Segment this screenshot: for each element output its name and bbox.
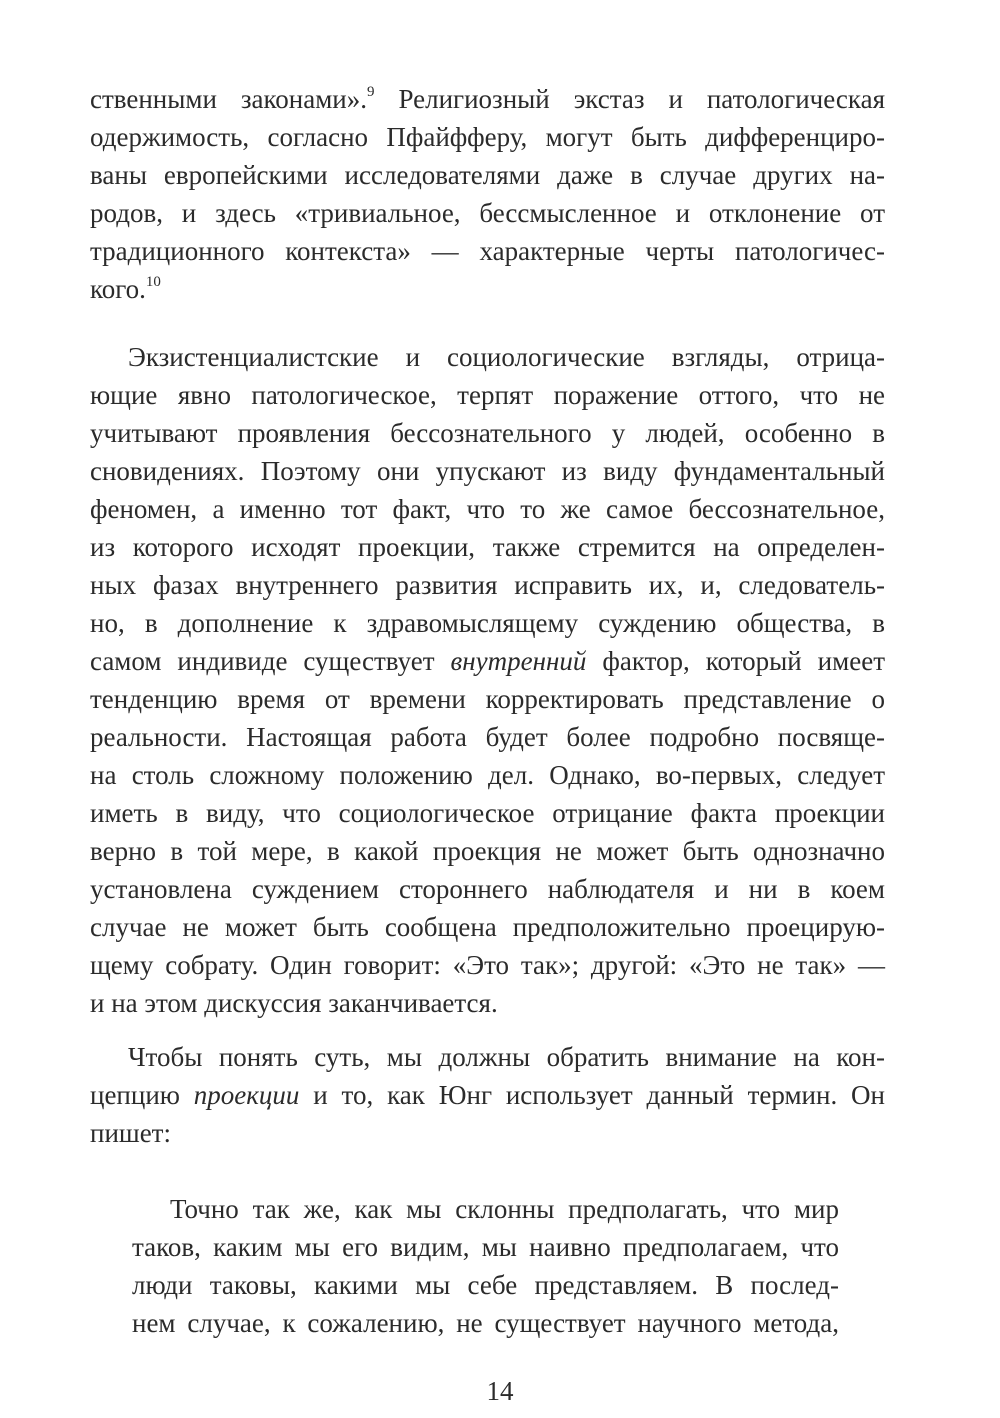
text-line: пишет: — [90, 1118, 171, 1148]
text-line: случае не может быть сообщена предположительно проецирую- — [90, 912, 885, 942]
text-line: Чтобы понять суть, мы должны обратить внимание на кон- — [128, 1042, 885, 1072]
text-line: учитывают проявления бессознательного у людей, особенно в — [90, 418, 885, 448]
page-number: 14 — [486, 1376, 514, 1406]
emphasis: проекции — [193, 1080, 300, 1110]
text-line: ственными законами».$^9$ Религиозный экстаз и патологическая — [90, 84, 885, 114]
quote-line: таков, каким мы его видим, мы наивно предполагаем, что — [132, 1232, 839, 1262]
text-line: тенденцию время от времени корректировать представление о — [90, 684, 885, 714]
text-line: но, в дополнение к здравомыслящему суждению общества, в — [90, 608, 885, 638]
text-line: верно в той мере, в какой проекция не может быть однозначно — [90, 836, 885, 866]
text-line: Экзистенциалистские и социологические взгляды, отрица- — [128, 342, 885, 372]
text-line: ющие явно патологическое, терпят поражение оттого, что не — [90, 380, 885, 410]
quote-line: люди таковы, какими мы себе представляем. В послед- — [132, 1270, 839, 1300]
text-line: на столь сложному положению дел. Однако, во-первых, следует — [90, 760, 885, 790]
text-line: и на этом дискуссия заканчивается. — [90, 988, 498, 1018]
text-line: родов, и здесь «тривиальное, бессмысленное и отклонение от — [90, 198, 885, 228]
text-line: традиционного контекста» — характерные черты патологичес- — [90, 236, 885, 266]
text-line: сновидениях. Поэтому они упускают из виду фундаментальный — [90, 456, 885, 486]
quote-line: Точно так же, как мы склонны предполагать, что мир — [170, 1194, 839, 1224]
text-line: самом индивиде существует внутренний фактор, который имеет — [90, 646, 885, 676]
text-line: ваны европейскими исследователями даже в случае других на- — [90, 160, 885, 190]
text-line: щему собрату. Один говорит: «Это так»; другой: «Это не так» — — [90, 950, 885, 980]
text-line: из которого исходят проекции, также стремится на определен- — [90, 532, 885, 562]
text-line: феномен, а именно тот факт, что то же самое бессознательное, — [90, 494, 885, 524]
footnote-marker: 9 — [367, 84, 375, 100]
text-line: иметь в виду, что социологическое отрицание факта проекции — [90, 798, 885, 828]
footnote-marker: 10 — [145, 274, 161, 290]
text-line: реальности. Настоящая работа будет более подробно посвяще- — [90, 722, 885, 752]
text-line: цепцию проекции и то, как Юнг использует данный термин. Он — [90, 1080, 885, 1110]
text-line: ных фазах внутреннего развития исправить их, и, следователь- — [90, 570, 885, 600]
text-line: одержимость, согласно Пфайфферу, могут быть дифференциро- — [90, 122, 885, 152]
text-line: кого.$^{10}$ — [90, 274, 161, 304]
emphasis: внутренний — [450, 646, 587, 676]
quote-line: нем случае, к сожалению, не существует научного метода, — [132, 1308, 839, 1338]
text-line: установлена суждением стороннего наблюдателя и ни в коем — [90, 874, 885, 904]
